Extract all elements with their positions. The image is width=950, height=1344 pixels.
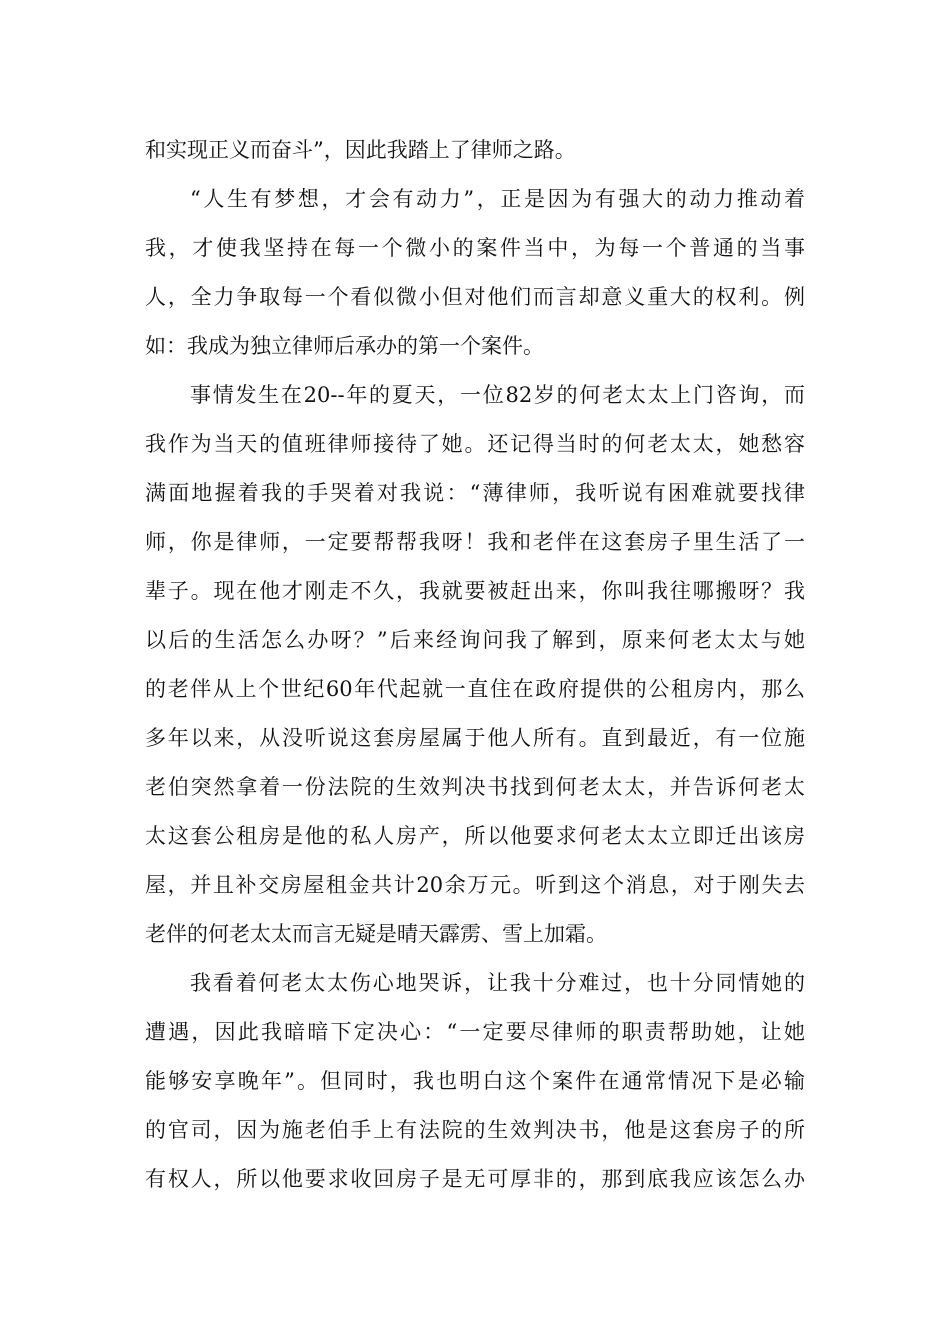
text-line: 事情发生在20--年的夏天，一位82岁的何老太太上门咨询，而 [190,383,805,407]
text-line: 满面地握着我的手哭着对我说：“薄律师，我听说有困难就要找律 [145,481,805,505]
text-line: 的官司，因为施老伯手上有法院的生效判决书，他是这套房子的所 [145,1118,805,1142]
text-line: 师，你是律师，一定要帮帮我呀！我和老伴在这套房子里生活了一 [145,530,805,554]
text-line: 老伴的何老太太而言无疑是晴天霹雳、雪上加霜。 [145,922,607,946]
text-line: 的老伴从上个世纪60年代起就一直住在政府提供的公租房内，那么 [145,677,805,701]
text-line: 遭遇，因此我暗暗下定决心：“一定要尽律师的职责帮助她，让她 [145,1020,805,1044]
text-line: 如：我成为独立律师后承办的第一个案件。 [145,334,544,358]
text-line: 我，才使我坚持在每一个微小的案件当中，为每一个普通的当事 [145,236,805,260]
text-line: 人，全力争取每一个看似微小但对他们而言却意义重大的权利。例 [145,285,805,309]
text-line: 我看着何老太太伤心地哭诉，让我十分难过，也十分同情她的 [190,971,805,995]
text-line: 屋，并且补交房屋租金共计20余万元。听到这个消息，对于刚失去 [145,873,805,897]
text-line: 辈子。现在他才刚走不久，我就要被赶出来，你叫我往哪搬呀？我 [145,579,805,603]
text-line: 太这套公租房是他的私人房产，所以他要求何老太太立即迁出该房 [145,824,805,848]
text-line: 老伯突然拿着一份法院的生效判决书找到何老太太，并告诉何老太 [145,775,805,799]
text-line: 我作为当天的值班律师接待了她。还记得当时的何老太太，她愁容 [145,432,805,456]
text-line: 多年以来，从没听说这套房屋属于他人所有。直到最近，有一位施 [145,726,805,750]
text-line: 和实现正义而奋斗”，因此我踏上了律师之路。 [145,138,576,162]
text-line: 有权人，所以他要求收回房子是无可厚非的，那到底我应该怎么办 [145,1167,805,1191]
text-line: 能够安享晚年”。但同时，我也明白这个案件在通常情况下是必输 [145,1069,805,1093]
text-line: “人生有梦想，才会有动力”，正是因为有强大的动力推动着 [190,187,805,211]
text-line: 以后的生活怎么办呀？”后来经询问我了解到，原来何老太太与她 [145,628,805,652]
